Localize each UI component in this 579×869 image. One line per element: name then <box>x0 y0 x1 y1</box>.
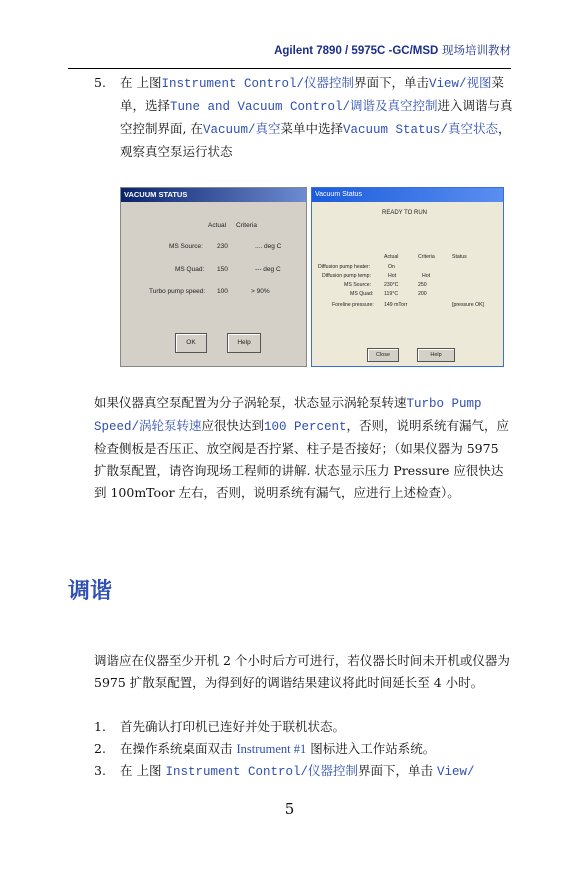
row-actual: 149 mTorr <box>384 302 408 308</box>
row-actual: 119°C <box>384 291 399 297</box>
row-label: MS Quad: <box>175 266 205 273</box>
row-actual: On <box>388 264 395 270</box>
row-actual: 100 <box>217 288 228 295</box>
help-button[interactable]: Help <box>417 348 455 362</box>
row-label: Turbo pump speed: <box>149 288 206 295</box>
step-5 <box>94 72 514 163</box>
item-number: 1. <box>94 719 106 734</box>
row-label: MS Source: <box>344 282 372 288</box>
row-actual: Hot <box>388 273 397 279</box>
step-5-text <box>120 72 514 163</box>
item-text: 首先确认打印机已连好并处于联机状态。 <box>120 719 346 734</box>
col-status: Status <box>452 254 467 260</box>
ref-100-percent: 100 Percent <box>264 420 347 434</box>
tune-steps-list <box>94 716 514 783</box>
ref-view-menu: View/视图 <box>429 77 492 91</box>
text: 菜单中选择 <box>280 121 343 136</box>
ref-vacuum-status: Vacuum Status/真空状态 <box>342 123 499 137</box>
row-actual: 150 <box>217 266 228 273</box>
help-button[interactable]: Help <box>227 333 261 353</box>
row-criteria: 250 <box>418 282 427 288</box>
text: ，否则，说明系统有漏气，应检查侧板是否压正、放空阀是否拧紧、柱子是否接好；（如果仪器为 5975 扩散泵配置，请咨询现场工程师的讲解. 状态显示压力 Pressure 应很快达到 100mToor 左右，否则，说明系统有漏气，应进行上述检查）。 <box>94 418 510 500</box>
page-number: 5 <box>284 800 295 818</box>
text: 在 上图 <box>120 75 162 90</box>
window-title: VACUUM STATUS <box>121 188 306 202</box>
ref-instrument-control: Instrument Control/仪器控制 <box>165 765 358 779</box>
vacuum-status-screenshots <box>120 187 504 367</box>
ref-instrument-control: Instrument Control/仪器控制 <box>161 77 355 91</box>
row-actual: 230 <box>217 243 228 250</box>
col-criteria: Criteria <box>236 222 257 229</box>
item-number: 2. <box>94 741 106 756</box>
list-item <box>94 760 514 783</box>
item-text: 界面下，单击 <box>357 763 437 778</box>
page-header <box>68 42 511 69</box>
vacuum-status-window-diffusion <box>311 187 504 367</box>
vacuum-status-window-turbo <box>120 187 307 367</box>
turbo-pump-paragraph <box>94 392 514 504</box>
row-criteria: 200 <box>418 291 427 297</box>
header-title: 现场培训教材 <box>442 43 511 57</box>
step-number: 5. <box>94 75 106 90</box>
row-criteria: --- deg C <box>255 266 281 273</box>
row-label: MS Source: <box>169 243 203 250</box>
run-status: READY TO RUN <box>382 210 428 216</box>
section-heading: 调谐 <box>68 579 113 604</box>
text: 菜单，选择 <box>120 75 505 113</box>
list-item <box>94 738 514 760</box>
ref-vacuum-menu: Vacuum/真空 <box>202 123 281 137</box>
text: ，观察真空泵运行状态 <box>120 121 511 159</box>
col-actual: Actual <box>208 222 227 229</box>
ref-instrument-1: Instrument #1 <box>236 742 307 756</box>
row-label: Foreline pressure: <box>332 302 374 308</box>
item-text: 在操作系统桌面双击 <box>120 741 237 756</box>
row-criteria: > 90% <box>251 288 270 295</box>
item-text: 在 上图 <box>120 763 166 778</box>
ref-turbo-speed: Turbo Pump Speed/涡轮泵转速 <box>94 397 482 434</box>
close-button[interactable]: Close <box>367 348 399 362</box>
ok-button[interactable]: OK <box>175 333 207 353</box>
header-brand: Agilent 7890 / 5975C -GC/MSD <box>274 45 439 57</box>
col-actual: Actual <box>384 254 399 260</box>
tune-intro-paragraph: 调谐应在仪器至少开机 2 个小时后方可进行，若仪器长时间未开机或仪器为 5975 扩散泵配置，为得到好的调谐结果建议将此时间延长至 4 小时。 <box>94 653 510 690</box>
row-label: Diffusion pump heater: <box>318 264 371 270</box>
row-status: [pressure OK] <box>452 302 485 308</box>
row-actual: 230°C <box>384 282 399 288</box>
ref-tune-vacuum: Tune and Vacuum Control/调谐及真空控制 <box>170 100 438 114</box>
col-criteria: Criteria <box>418 254 435 260</box>
row-criteria: Hot <box>422 273 431 279</box>
item-number: 3. <box>94 763 106 778</box>
text: 界面下，单击 <box>354 75 430 90</box>
item-text: 图标进入工作站系统。 <box>306 741 436 756</box>
ref-view-menu: View/ <box>436 765 475 779</box>
window-title: Vacuum Status <box>312 188 503 202</box>
row-label: MS Quad: <box>350 291 374 297</box>
text: 应很快达到 <box>201 418 265 433</box>
text: 如果仪器真空泵配置为分子涡轮泵，状态显示涡轮泵转速 <box>94 395 407 410</box>
list-item <box>94 716 514 738</box>
row-criteria: .... deg C <box>255 243 282 250</box>
text: 进入调谐与真空控制界面, 在 <box>120 98 513 136</box>
row-label: Diffusion pump temp: <box>322 273 371 279</box>
